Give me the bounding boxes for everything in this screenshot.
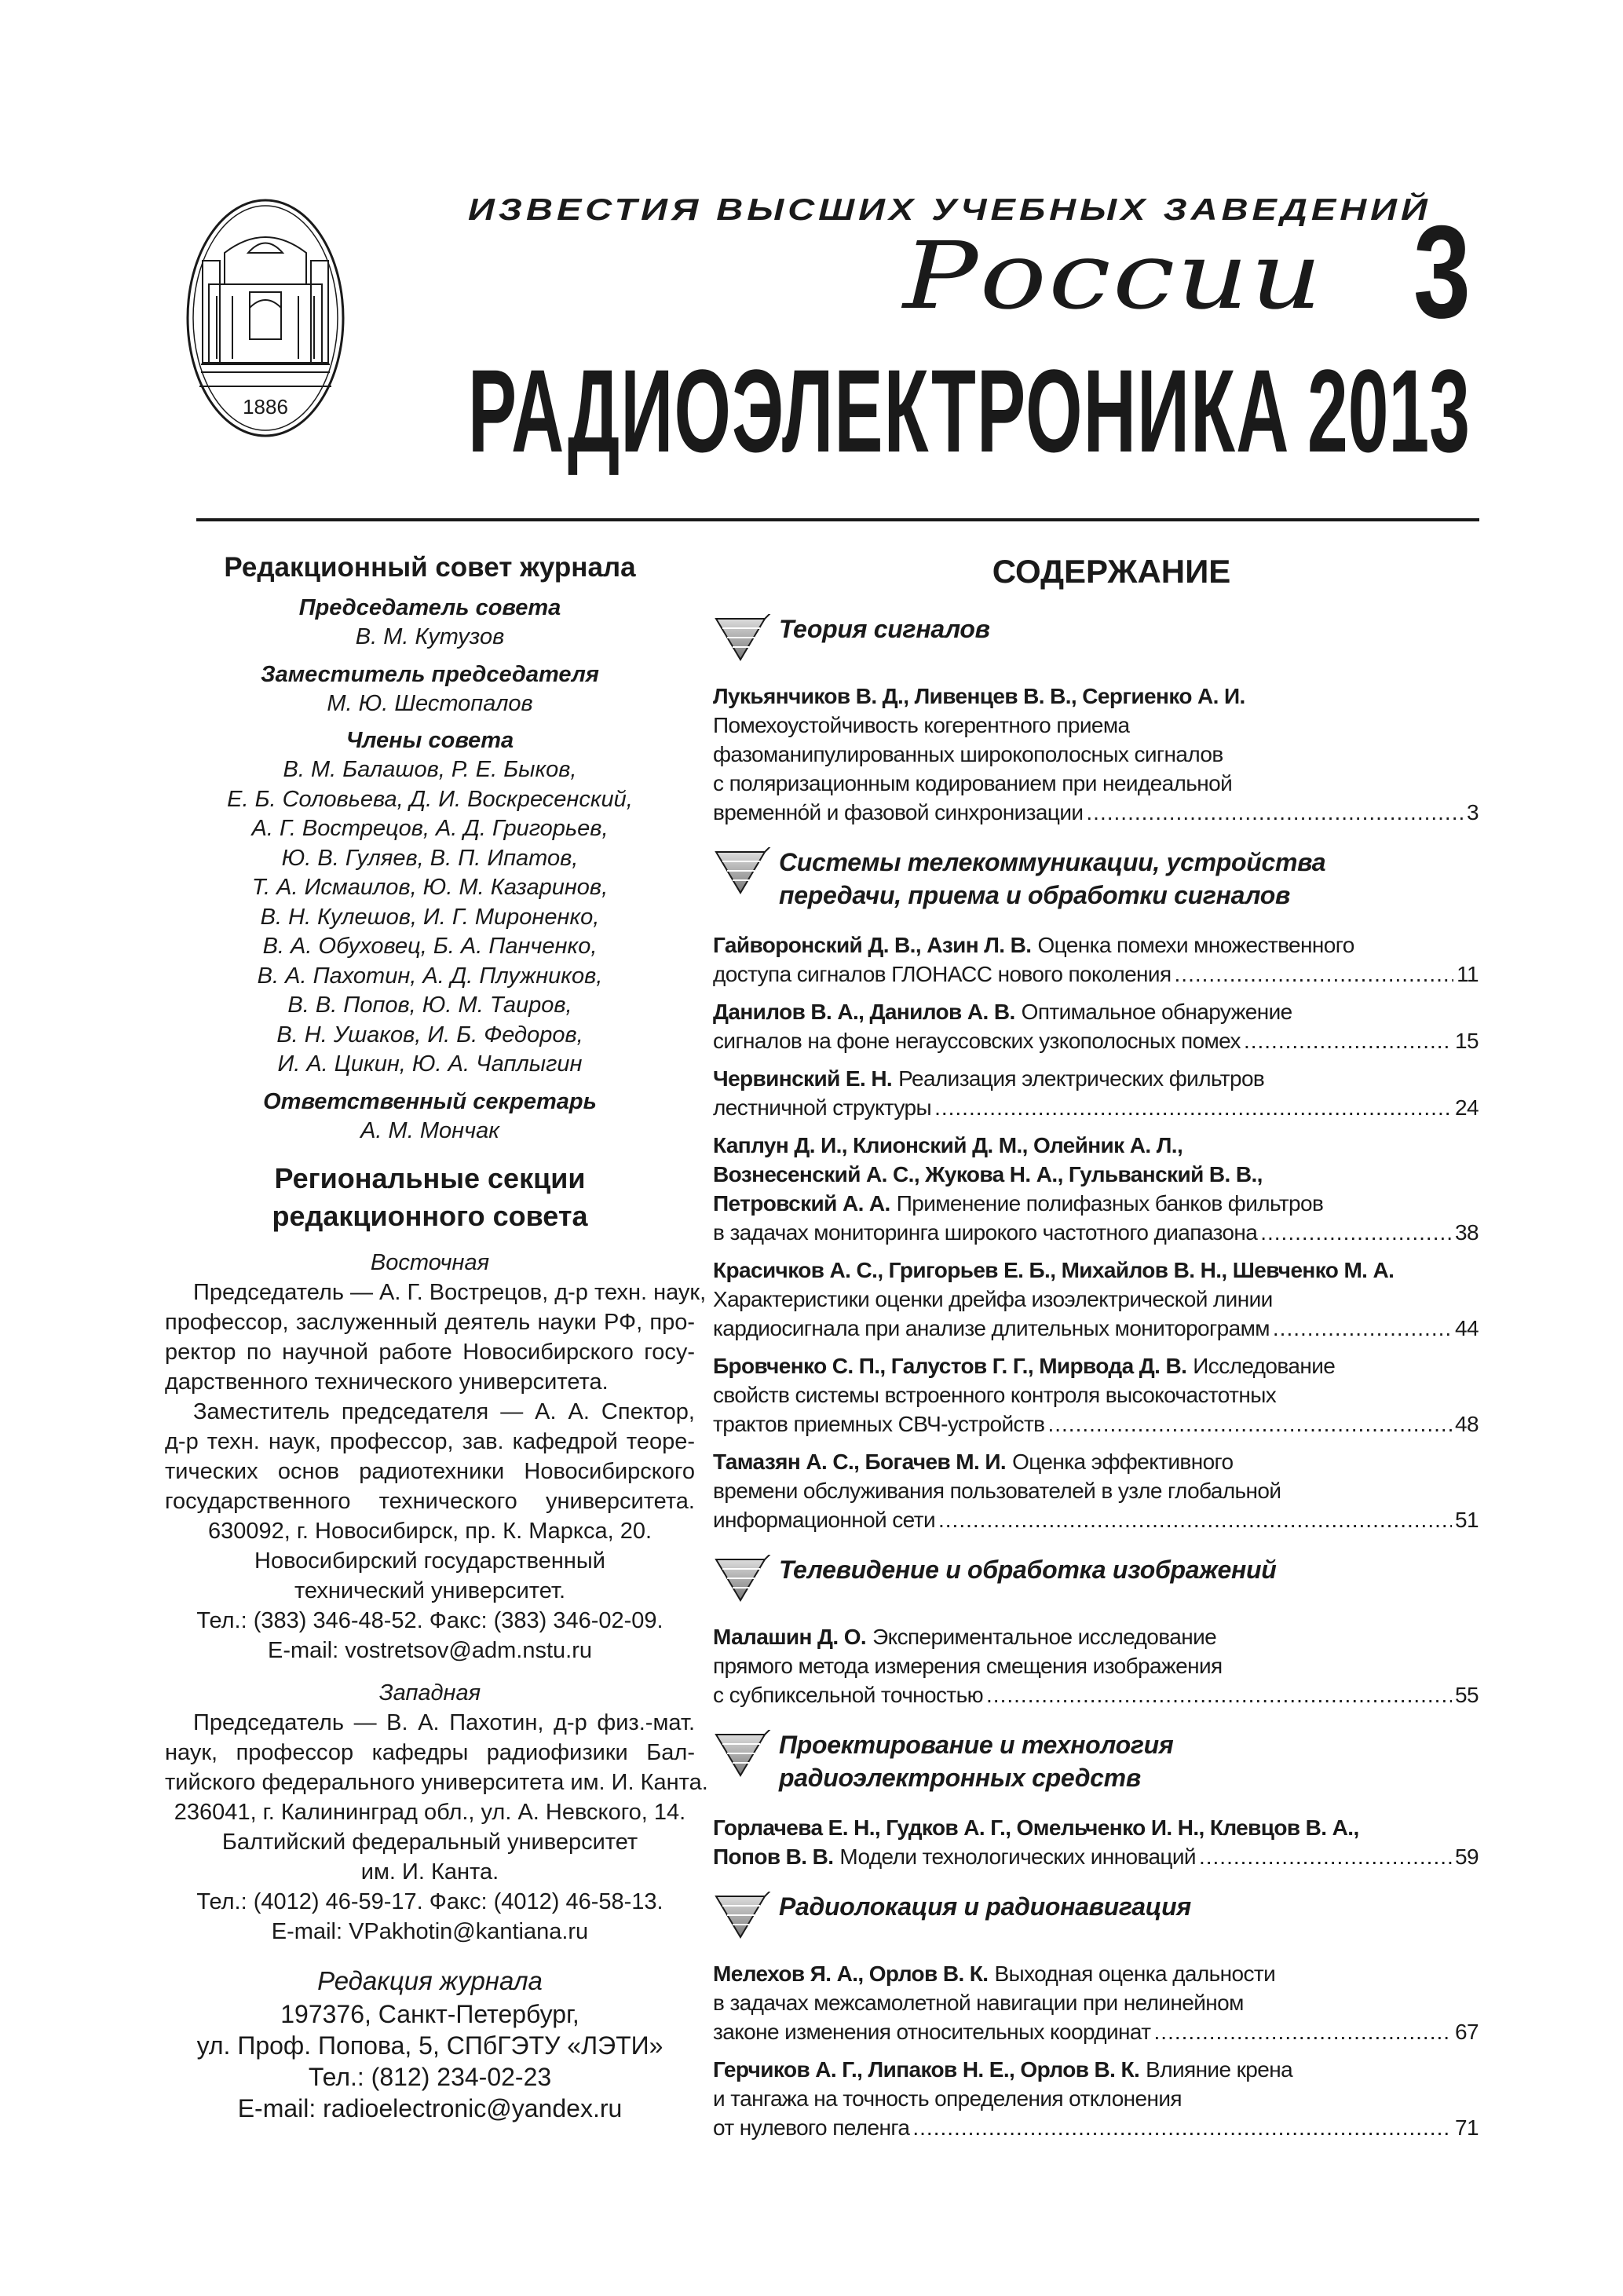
entry-title: от нулевого пеленга [713, 2115, 910, 2140]
entry-title: прямого метода измерения смещения изображения [713, 1654, 1223, 1678]
entry-authors: Вознесенский А. С., Жукова Н. А., Гульванский В. В., [713, 1162, 1263, 1186]
section-title-line: Радиолокация и радионавигация [779, 1892, 1191, 1921]
entry-title: сигналов на фоне негауссовских узкополосных помех [713, 1029, 1241, 1053]
region-text-line: 236041, г. Калининград обл., ул. А. Невского, 14. [174, 1800, 686, 1825]
toc-entry[interactable] [713, 930, 1479, 989]
region-text-line: Заместитель председателя — А. А. Спектор, [193, 1399, 695, 1424]
section-header [713, 1728, 1479, 1794]
entry-title: фазоманипулированных широкополосных сигналов [713, 742, 1223, 766]
toc-entry[interactable] [713, 1447, 1479, 1534]
entry-title: Экспериментальное исследование [872, 1625, 1217, 1649]
section-title [779, 1890, 1191, 1923]
board-title: Редакционный совет журнала [224, 552, 636, 583]
page-number: 44 [1455, 1316, 1479, 1340]
region-text-line: Тел.: (383) 346-48-52. Факс: (383) 346-02-09. [196, 1608, 663, 1633]
section-title [779, 846, 1325, 912]
entry-authors: Попов В. В. [713, 1844, 834, 1869]
entry-authors: Каплун Д. И., Клионский Д. М., Олейник А. Л., [713, 1133, 1183, 1157]
logo-year: 1886 [243, 395, 288, 419]
entry-title: трактов приемных СВЧ-устройств [713, 1412, 1045, 1436]
entry-line [713, 1680, 1479, 1709]
entry-authors: Бровченко С. П., Галустов Г. Г., Мирвода Д. В. [713, 1354, 1187, 1378]
entry-line [713, 1505, 1479, 1534]
toc-section [713, 1890, 1479, 2142]
entry-authors: Герчиков А. Г., Липаков Н. Е., Орлов В. К. [713, 2057, 1140, 2082]
entry-line [713, 1476, 1479, 1505]
dot-leader [1273, 1314, 1452, 1343]
regional-title-line: Региональные секции [274, 1162, 586, 1194]
section-triangle-icon [713, 1555, 774, 1603]
region-text-line: д-р техн. наук, профессор, зав. кафедрой теоре- [165, 1429, 695, 1454]
entry-authors: Червинский Е. Н. [713, 1066, 893, 1091]
country-title: России [903, 221, 1324, 330]
entry-line [713, 1218, 1479, 1247]
region-name: Восточная [370, 1250, 490, 1275]
dot-leader [934, 1093, 1452, 1122]
section-triangle-icon [713, 1892, 774, 1940]
entry-line [713, 2113, 1479, 2142]
section-triangle-icon [713, 847, 774, 896]
chair-label: Председатель совета [298, 595, 561, 620]
toc-entry[interactable] [713, 2055, 1479, 2142]
section-title-line: Телевидение и обработка изображений [779, 1556, 1277, 1584]
section-title-line: радиоэлектронных средств [779, 1764, 1141, 1792]
dot-leader [1154, 2017, 1453, 2046]
page-number: 51 [1455, 1508, 1479, 1532]
region-text-line: Новосибирский государственный [254, 1548, 605, 1574]
entry-line [713, 1189, 1479, 1218]
member-line: В. Н. Кулешов, И. Г. Мироненко, [260, 904, 600, 930]
section-header [713, 1553, 1479, 1603]
entry-title: доступа сигналов ГЛОНАСС нового поколения [713, 962, 1172, 986]
page-number: 3 [1467, 800, 1479, 824]
entry-line [713, 711, 1479, 740]
building-icon [201, 237, 330, 372]
entry-title: Влияние крена [1146, 2057, 1293, 2082]
region-text-line: наук, профессор кафедры радиофизики Бал- [165, 1740, 695, 1765]
page-number: 11 [1457, 962, 1479, 986]
issue-number: 3 [1413, 198, 1471, 345]
deputy-label: Заместитель председателя [260, 661, 600, 687]
section-title [779, 1728, 1173, 1794]
dot-leader [986, 1680, 1452, 1709]
entry-line [713, 997, 1479, 1026]
chair-name: В. М. Кутузов [355, 624, 505, 649]
entry-line [713, 2084, 1479, 2113]
member-line: Ю. В. Гуляев, В. П. Ипатов, [281, 845, 579, 871]
entry-line [713, 682, 1479, 711]
member-line: В. А. Обуховец, Б. А. Панченко, [262, 934, 598, 959]
dot-leader [1260, 1218, 1452, 1247]
entry-title: Применение полифазных банков фильтров [896, 1191, 1324, 1216]
entry-authors: Горлачева Е. Н., Гудков А. Г., Омельченко И. Н., Клевцов В. А., [713, 1815, 1359, 1840]
entry-title: Исследование [1193, 1354, 1336, 1378]
entry-title: лестничной структуры [713, 1095, 932, 1120]
section-title [779, 612, 990, 645]
entry-title: Помехоустойчивость когерентного приема [713, 713, 1130, 737]
region-name: Западная [378, 1680, 481, 1706]
entry-line [713, 1409, 1479, 1439]
toc-section [713, 846, 1479, 1534]
region-text-line: Тел.: (4012) 46-59-17. Факс: (4012) 46-58-13. [196, 1889, 663, 1914]
entry-title: Модели технологических инноваций [839, 1844, 1196, 1869]
dot-leader [912, 2113, 1452, 2142]
issue-year: 2013 [1307, 345, 1470, 477]
secretary-name: А. М. Мончак [360, 1117, 499, 1143]
entry-title: в задачах межсамолетной навигации при нелинейном [713, 1991, 1244, 2015]
entry-line [713, 1447, 1479, 1476]
dot-leader [1244, 1026, 1452, 1055]
entry-line [713, 1026, 1479, 1055]
region-text-line: E-mail: VPakhotin@kantiana.ru [271, 1919, 589, 1944]
toc-entry[interactable] [713, 1622, 1479, 1709]
dot-leader [1086, 798, 1464, 827]
entry-title: кардиосигнала при анализе длительных мониторограмм [713, 1316, 1270, 1340]
entry-line [713, 1256, 1479, 1285]
page-number: 59 [1455, 1844, 1479, 1869]
entry-line [713, 1622, 1479, 1651]
toc-entry[interactable] [713, 1351, 1479, 1439]
page-number: 48 [1455, 1412, 1479, 1436]
toc-section [713, 1553, 1479, 1709]
page-number: 67 [1455, 2020, 1479, 2044]
region-text-line: E-mail: vostretsov@adm.nstu.ru [267, 1638, 592, 1663]
regional-title [165, 1160, 695, 1235]
editorial-address-line: 197376, Санкт-Петербург, [280, 2000, 579, 2028]
entry-authors: Данилов В. А., Данилов А. В. [713, 1000, 1015, 1024]
entry-authors: Петровский А. А. [713, 1191, 890, 1216]
entry-authors: Тамазян А. С., Богачев М. И. [713, 1450, 1007, 1474]
member-line: В. А. Пахотин, А. Д. Плужников, [257, 963, 603, 989]
entry-line [713, 1160, 1479, 1189]
editorial-address-line: ул. Проф. Попова, 5, СПбГЭТУ «ЛЭТИ» [196, 2031, 663, 2060]
entry-title: временно́й и фазовой синхронизации [713, 800, 1084, 824]
toc-entry[interactable] [713, 1064, 1479, 1122]
region-text-line: Балтийский федеральный университет [221, 1830, 638, 1855]
page-number: 55 [1455, 1683, 1479, 1707]
entry-line [713, 1064, 1479, 1093]
dot-leader [1047, 1409, 1452, 1439]
entry-line [713, 1842, 1479, 1871]
member-line: А. Г. Вострецов, А. Д. Григорьев, [251, 816, 609, 841]
region-text-line: 630092, г. Новосибирск, пр. К. Маркса, 20. [207, 1519, 652, 1544]
page-number: 24 [1455, 1095, 1479, 1120]
region-text-line: государственного технического университета. [165, 1489, 695, 1514]
series-title: ИЗВЕСТИЯ ВЫСШИХ УЧЕБНЫХ ЗАВЕДЕНИЙ [468, 192, 1431, 227]
editorial-address-line: Тел.: (812) 234-02-23 [308, 2063, 552, 2091]
editorial-board-column [165, 550, 708, 2124]
toc-section [713, 612, 1479, 827]
section-title-line: передачи, приема и обработки сигналов [779, 881, 1291, 909]
toc-entry[interactable] [713, 1813, 1479, 1871]
region-text-line: ректор по научной работе Новосибирского госу- [165, 1340, 695, 1365]
regional-title-line: редакционного совета [272, 1200, 588, 1232]
entry-title: Выходная оценка дальности [994, 1961, 1276, 1986]
entry-line [713, 2055, 1479, 2084]
toc-entry[interactable] [713, 682, 1479, 827]
toc-entry[interactable] [713, 1959, 1479, 2046]
toc-section [713, 1728, 1479, 1871]
entry-title: Реализация электрических фильтров [898, 1066, 1265, 1091]
entry-title: свойств системы встроенного контроля высокочастотных [713, 1383, 1277, 1407]
region-text-line: Председатель — А. Г. Вострецов, д-р техн. наук, [193, 1280, 707, 1305]
section-triangle-icon [713, 614, 774, 663]
entry-line [713, 1351, 1479, 1380]
toc-title: СОДЕРЖАНИЕ [992, 553, 1231, 590]
entry-title: Оценка помехи множественного [1037, 933, 1354, 957]
entry-line [713, 1314, 1479, 1343]
table-of-contents [713, 550, 1479, 2151]
entry-line [713, 1988, 1479, 2017]
toc-entry[interactable] [713, 1256, 1479, 1343]
section-title-line: Теория сигналов [779, 615, 990, 643]
entry-title: Оценка эффективного [1012, 1450, 1234, 1474]
entry-line [713, 960, 1479, 989]
deputy-name: М. Ю. Шестопалов [327, 690, 533, 716]
section-header [713, 612, 1479, 663]
entry-line [713, 1959, 1479, 1988]
dot-leader [1199, 1842, 1452, 1871]
members-label: Члены совета [345, 728, 514, 753]
page-number: 38 [1455, 1220, 1479, 1245]
section-title-line: Проектирование и технология [779, 1731, 1174, 1759]
page-number: 71 [1455, 2115, 1479, 2140]
region-text-line: технический университет. [294, 1578, 566, 1603]
entry-line [713, 798, 1479, 827]
entry-title: с поляризационным кодированием при неидеальной [713, 771, 1233, 795]
region-text-line: Председатель — В. А. Пахотин, д-р физ.-мат. [193, 1710, 695, 1735]
entry-line [713, 1131, 1479, 1160]
entry-line [713, 740, 1479, 769]
entry-authors: Лукьянчиков В. Д., Ливенцев В. В., Сергиенко А. И. [713, 684, 1245, 708]
entry-title: в задачах мониторинга широкого частотного диапазона [713, 1220, 1258, 1245]
section-header [713, 846, 1479, 912]
entry-line [713, 1380, 1479, 1409]
entry-line [713, 2017, 1479, 2046]
journal-title: РАДИОЭЛЕКТРОНИКА [468, 345, 1290, 477]
editorial-address-line: E-mail: radioelectronic@yandex.ru [237, 2094, 623, 2122]
toc-entry[interactable] [713, 1131, 1479, 1247]
header-divider [196, 518, 1479, 521]
entry-title: с субпиксельной точностью [713, 1683, 984, 1707]
region-text-line: им. И. Канта. [360, 1859, 499, 1885]
section-title [779, 1553, 1277, 1586]
entry-title: законе изменения относительных координат [713, 2020, 1151, 2044]
entry-title: Характеристики оценки дрейфа изоэлектрической линии [713, 1287, 1273, 1311]
entry-authors: Мелехов Я. А., Орлов В. К. [713, 1961, 989, 1986]
entry-line [713, 1813, 1479, 1842]
section-triangle-icon [713, 1730, 774, 1779]
entry-title: и тангажа на точность определения отклонения [713, 2086, 1182, 2111]
entry-line [713, 769, 1479, 798]
member-line: Т. А. Исмаилов, Ю. М. Казаринов, [251, 875, 609, 900]
entry-line [713, 1285, 1479, 1314]
entry-line [713, 1651, 1479, 1680]
secretary-label: Ответственный секретарь [263, 1088, 597, 1114]
member-line: В. М. Балашов, Р. Е. Быков, [283, 757, 577, 782]
member-line: И. А. Цикин, Ю. А. Чаплыгин [277, 1051, 583, 1077]
region-text-line: тических основ радиотехники Новосибирского [165, 1459, 695, 1484]
section-title-line: Системы телекоммуникации, устройства [779, 848, 1326, 876]
entry-line [713, 1093, 1479, 1122]
page-number: 15 [1455, 1029, 1479, 1053]
region-text-line: дарственного технического университета. [165, 1369, 609, 1395]
entry-line [713, 930, 1479, 960]
entry-authors: Красичков А. С., Григорьев Е. Б., Михайлов В. Н., Шевченко М. А. [713, 1258, 1395, 1282]
entry-authors: Гайворонский Д. В., Азин Л. В. [713, 933, 1032, 957]
region-text-line: тийского федерального университета им. И. Канта. [165, 1770, 708, 1795]
entry-title: информационной сети [713, 1508, 935, 1532]
dot-leader [1175, 960, 1454, 989]
member-line: В. В. Попов, Ю. М. Таиров, [287, 993, 572, 1018]
region-text-line: профессор, заслуженный деятель науки РФ, про- [165, 1310, 695, 1335]
toc-entry[interactable] [713, 997, 1479, 1055]
member-line: В. Н. Ушаков, И. Б. Федоров, [276, 1022, 583, 1047]
dot-leader [938, 1505, 1452, 1534]
entry-title: Оптимальное обнаружение [1021, 1000, 1292, 1024]
entry-authors: Малашин Д. О. [713, 1625, 867, 1649]
university-logo [185, 198, 345, 438]
section-header [713, 1890, 1479, 1940]
editorial-title: Редакция журнала [317, 1966, 543, 1995]
entry-title: времени обслуживания пользователей в узле глобальной [713, 1479, 1281, 1503]
member-line: Е. Б. Соловьева, Д. И. Воскресенский, [227, 786, 633, 812]
